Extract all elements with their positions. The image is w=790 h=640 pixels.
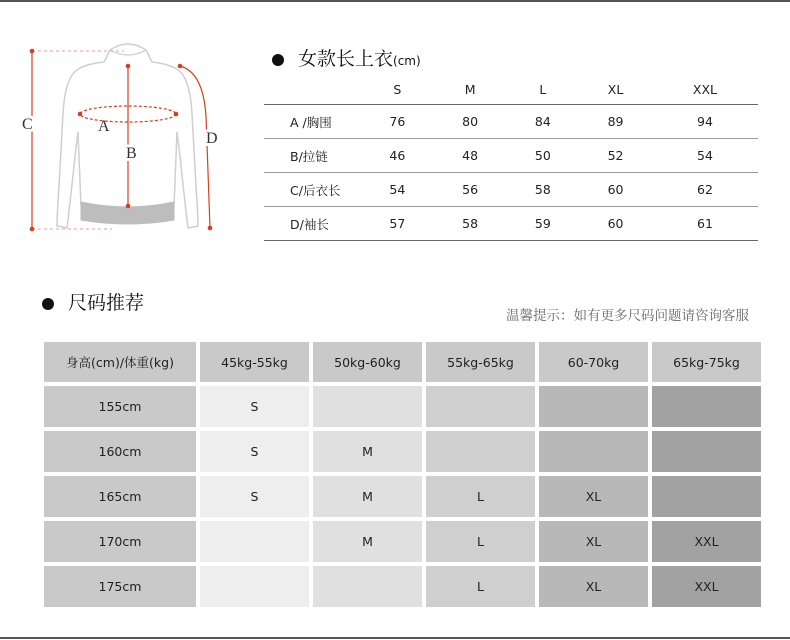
height-cell: 160cm [44, 431, 196, 472]
table-cell: 80 [434, 105, 507, 139]
weight-header: 60-70kg [539, 342, 648, 382]
size-cell: XL [539, 566, 648, 607]
table-row [44, 566, 761, 607]
label-d: D [206, 130, 218, 147]
marker-c-bottom [30, 227, 35, 232]
table-cell: 58 [506, 173, 579, 207]
bottom-border [0, 637, 790, 639]
table-cell: 60 [579, 173, 652, 207]
top-border [0, 0, 790, 2]
marker-b-bottom [126, 204, 131, 209]
weight-header: 50kg-60kg [313, 342, 422, 382]
table-cell: 60 [579, 207, 652, 241]
bullet-icon [272, 54, 284, 66]
weight-header: 65kg-75kg [652, 342, 761, 382]
height-cell: 170cm [44, 521, 196, 562]
size-cell: S [200, 431, 309, 472]
measure-title: 女款长上衣(cm) [298, 48, 421, 70]
recommend-section-title [42, 288, 144, 315]
table-cell: 46 [361, 139, 434, 173]
marker-d-top [178, 64, 183, 69]
recommend-header-row [44, 342, 761, 382]
size-cell [426, 386, 535, 427]
table-cell: 89 [579, 105, 652, 139]
table-cell: 48 [434, 139, 507, 173]
marker-a-left [78, 112, 83, 117]
size-cell: XXL [652, 566, 761, 607]
table-row [264, 207, 758, 241]
table-cell: 61 [652, 207, 758, 241]
table-cell: 84 [506, 105, 579, 139]
table-cell: 52 [579, 139, 652, 173]
size-cell [200, 521, 309, 562]
size-cell: M [313, 476, 422, 517]
size-cell: L [426, 566, 535, 607]
size-cell: XL [539, 521, 648, 562]
measure-header-row [264, 74, 758, 105]
measure-col-header: S [361, 74, 434, 105]
table-cell: 54 [652, 139, 758, 173]
size-cell [652, 476, 761, 517]
marker-a-right [174, 112, 179, 117]
label-b: B [126, 145, 137, 162]
size-cell: M [313, 431, 422, 472]
measure-col-header: L [506, 74, 579, 105]
size-cell: M [313, 521, 422, 562]
label-a: A [98, 118, 110, 135]
row-label: A /胸围 [264, 105, 361, 139]
size-cell [426, 431, 535, 472]
measure-col-header: XXL [652, 74, 758, 105]
measure-col-header: M [434, 74, 507, 105]
marker-c-top [30, 49, 35, 54]
measure-title-unit: (cm) [393, 54, 421, 68]
table-cell: 57 [361, 207, 434, 241]
service-tip: 温馨提示：如有更多尺码问题请咨询客服 [506, 308, 749, 324]
height-cell: 165cm [44, 476, 196, 517]
height-cell: 155cm [44, 386, 196, 427]
marker-d-bottom [208, 226, 213, 231]
size-cell: S [200, 476, 309, 517]
weight-header: 45kg-55kg [200, 342, 309, 382]
table-cell: 56 [434, 173, 507, 207]
row-label: D/袖长 [264, 207, 361, 241]
measure-col-header: XL [579, 74, 652, 105]
table-row [264, 139, 758, 173]
measure-section-title [272, 44, 421, 71]
row-label: C/后衣长 [264, 173, 361, 207]
table-cell: 59 [506, 207, 579, 241]
size-cell: XXL [652, 521, 761, 562]
size-cell [652, 431, 761, 472]
size-cell: XL [539, 476, 648, 517]
size-cell [539, 431, 648, 472]
size-cell: L [426, 521, 535, 562]
table-cell: 50 [506, 139, 579, 173]
table-row [44, 521, 761, 562]
table-row [264, 173, 758, 207]
size-cell [200, 566, 309, 607]
size-cell [652, 386, 761, 427]
table-cell: 94 [652, 105, 758, 139]
measure-header-blank [264, 74, 361, 105]
height-cell: 175cm [44, 566, 196, 607]
size-cell [539, 386, 648, 427]
bullet-icon [42, 298, 54, 310]
size-cell [313, 386, 422, 427]
table-cell: 58 [434, 207, 507, 241]
measure-table [264, 74, 758, 241]
table-cell: 54 [361, 173, 434, 207]
row-label: B/拉链 [264, 139, 361, 173]
size-cell: S [200, 386, 309, 427]
table-row [44, 476, 761, 517]
table-row [44, 431, 761, 472]
recommend-table [40, 338, 765, 611]
weight-header: 55kg-65kg [426, 342, 535, 382]
table-row [264, 105, 758, 139]
label-c: C [22, 116, 33, 133]
recommend-corner-header: 身高(cm)/体重(kg) [44, 342, 196, 382]
jersey-diagram [20, 36, 240, 241]
table-cell: 76 [361, 105, 434, 139]
table-cell: 62 [652, 173, 758, 207]
marker-b-top [126, 64, 131, 69]
recommend-title: 尺码推荐 [68, 292, 145, 314]
table-row [44, 386, 761, 427]
size-cell: L [426, 476, 535, 517]
size-cell [313, 566, 422, 607]
